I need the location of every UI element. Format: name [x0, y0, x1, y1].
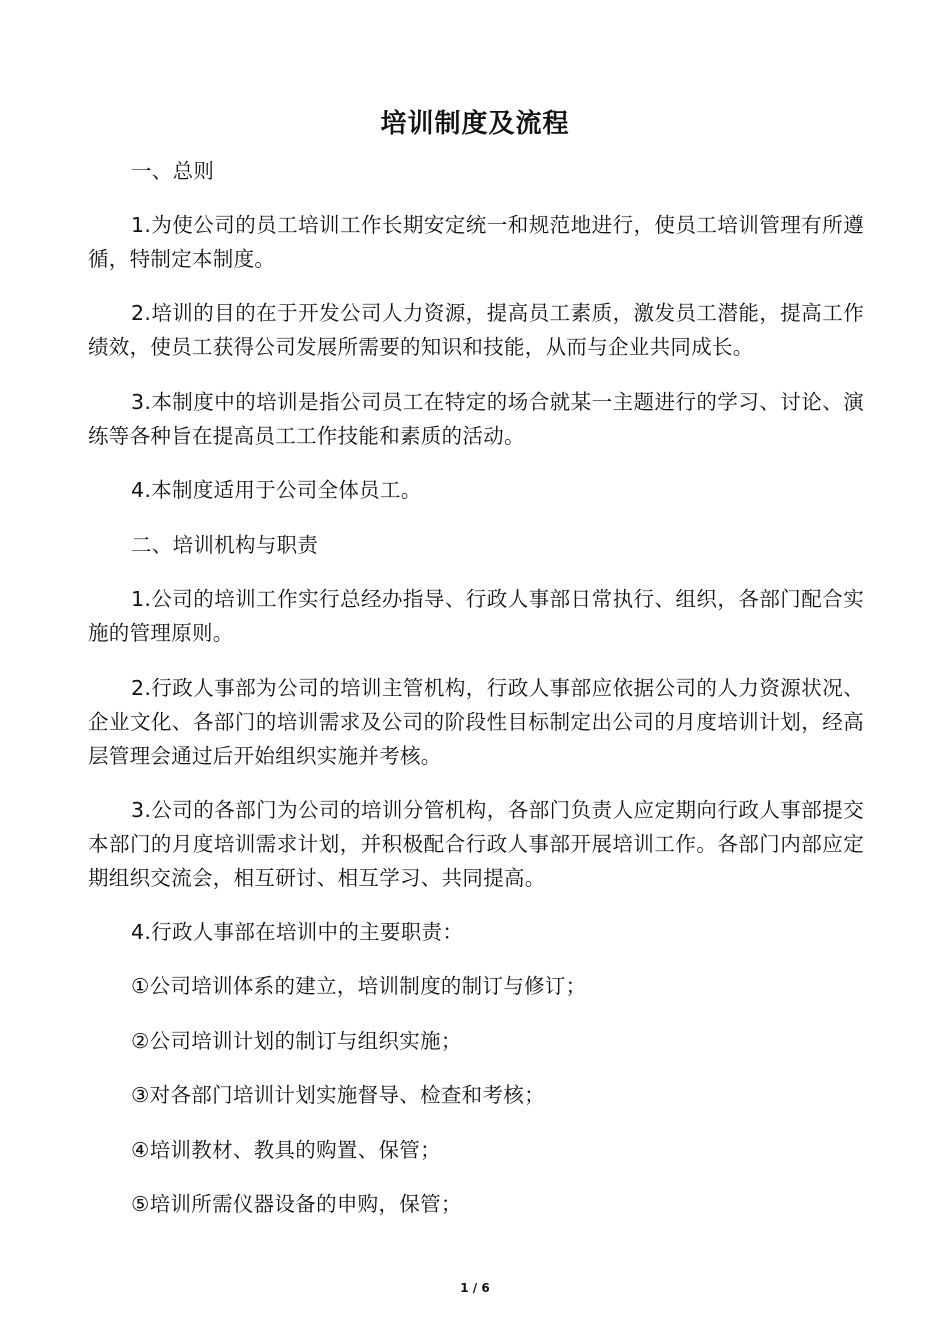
page-indicator: 1 / 6 — [460, 1281, 490, 1295]
paragraph-organization-4: 4.行政人事部在培训中的主要职责： — [131, 920, 464, 944]
list-item-duty-3: ③对各部门培训计划实施督导、检查和考核； — [131, 1083, 545, 1107]
list-item-duty-5: ⑤培训所需仪器设备的申购，保管； — [131, 1192, 462, 1216]
paragraph-general-1: 1.为使公司的员工培训工作长期安定统一和规范地进行，使员工培训管理有所遵循，特制定本制度。 — [88, 213, 864, 271]
paragraph-organization-3: 3.公司的各部门为公司的培训分管机构，各部门负责人应定期向行政人事部提交本部门的月度培训需求计划，并积极配合行政人事部开展培训工作。各部门内部应定期组织交流会，相互研讨、相互学习、共同提高。 — [88, 798, 864, 890]
document-title: 培训制度及流程 — [380, 109, 570, 139]
section-heading-organization: 二、培训机构与职责 — [131, 533, 319, 557]
paragraph-general-2: 2.培训的目的在于开发公司人力资源，提高员工素质，激发员工潜能，提高工作绩效，使员工获得公司发展所需要的知识和技能，从而与企业共同成长。 — [88, 301, 864, 359]
list-item-duty-4: ④培训教材、教具的购置、保管； — [131, 1138, 441, 1162]
section-heading-general: 一、总则 — [131, 159, 215, 183]
list-item-duty-2: ②公司培训计划的制订与组织实施； — [131, 1029, 462, 1053]
paragraph-general-4: 4.本制度适用于公司全体员工。 — [131, 478, 422, 502]
paragraph-organization-2: 2.行政人事部为公司的培训主管机构，行政人事部应依据公司的人力资源状况、企业文化、各部门的培训需求及公司的阶段性目标制定出公司的月度培训计划，经高层管理会通过后开始组织实施并考核。 — [88, 676, 864, 768]
paragraph-organization-1: 1.公司的培训工作实行总经办指导、行政人事部日常执行、组织，各部门配合实施的管理原则。 — [88, 587, 864, 645]
paragraph-general-3: 3.本制度中的培训是指公司员工在特定的场合就某一主题进行的学习、讨论、演练等各种旨在提高员工工作技能和素质的活动。 — [88, 390, 864, 448]
list-item-duty-1: ①公司培训体系的建立，培训制度的制订与修订； — [131, 974, 587, 998]
